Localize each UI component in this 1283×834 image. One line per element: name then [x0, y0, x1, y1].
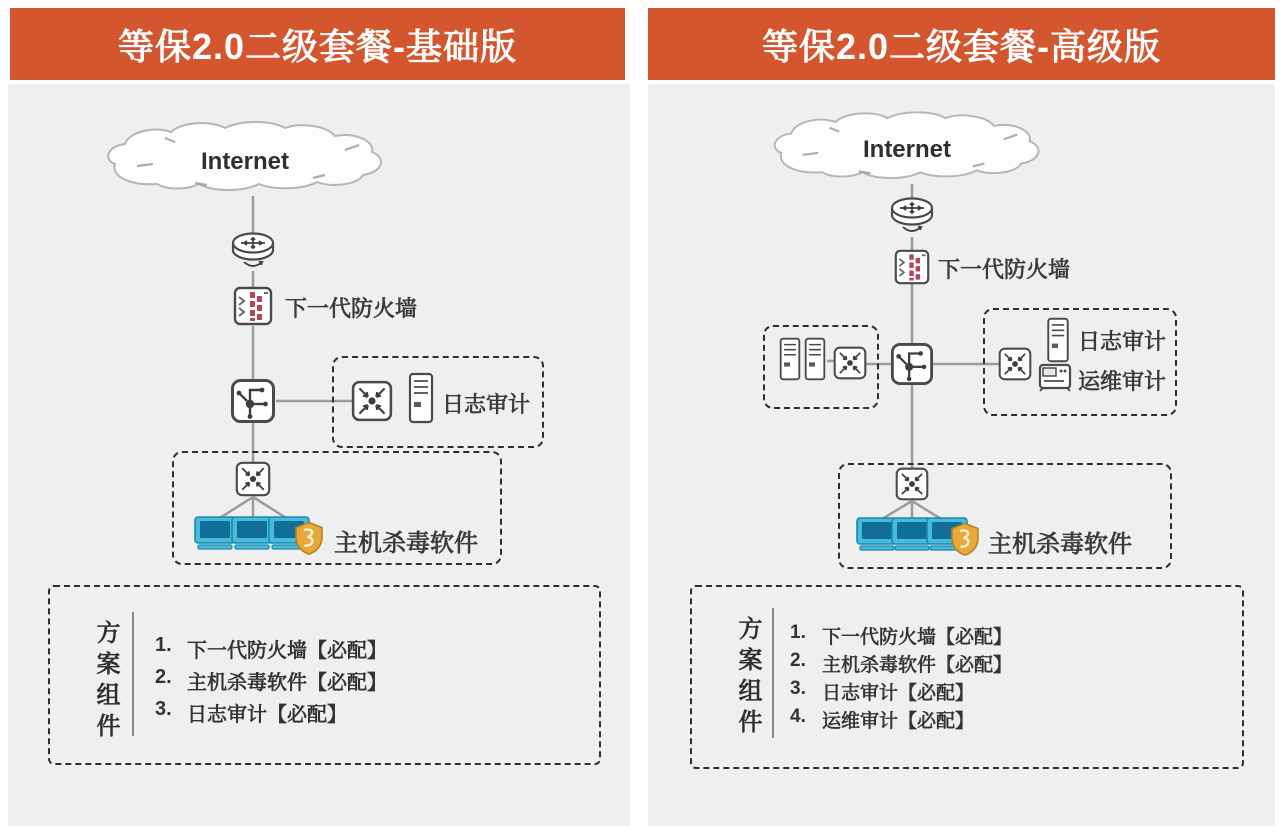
- access-switch-icon: [235, 461, 271, 497]
- left-components-divider: [132, 612, 134, 736]
- right-components-title: 方案组件: [734, 616, 761, 740]
- internet-label: Internet: [200, 148, 289, 175]
- server-icon: [1046, 317, 1070, 363]
- component-item: [155, 666, 387, 695]
- item-text: 主机杀毒软件【必配】: [187, 672, 387, 694]
- component-item: [790, 650, 1012, 677]
- left-panel-title: 等保2.0二级套餐-基础版: [117, 25, 518, 67]
- right-log-audit-label: 日志审计: [1078, 329, 1167, 354]
- left-log-audit-label: 日志审计: [442, 392, 531, 417]
- server-icon: [408, 372, 434, 424]
- antivirus-shield-icon: [950, 522, 980, 556]
- component-item: [155, 698, 347, 727]
- component-item: [155, 634, 387, 663]
- item-number: 1.: [790, 622, 806, 643]
- right-firewall-label: 下一代防火墙: [938, 257, 1071, 282]
- audit-switch-icon: [998, 347, 1032, 381]
- access-switch-icon: [895, 467, 929, 501]
- item-number: 4.: [790, 706, 806, 727]
- antivirus-shield-icon: [294, 521, 324, 555]
- audit-switch-icon: [351, 380, 393, 422]
- router-icon: [230, 230, 276, 272]
- item-text: 运维审计【必配】: [822, 711, 975, 732]
- component-item: [790, 678, 974, 705]
- router-icon: [889, 195, 935, 237]
- left-antivirus-label: 主机杀毒软件: [334, 530, 478, 557]
- item-text: 下一代防火墙【必配】: [822, 627, 1013, 648]
- component-item: [790, 706, 974, 733]
- ops-audit-device-icon: [1038, 362, 1072, 392]
- item-number: 3.: [155, 698, 172, 720]
- lan-switch-icon: [833, 346, 867, 380]
- left-panel-banner: [10, 8, 625, 80]
- item-number: 1.: [155, 634, 172, 656]
- server-icon: [804, 336, 826, 382]
- core-switch-icon: [890, 342, 934, 386]
- component-item: [790, 622, 1012, 649]
- item-text: 日志审计【必配】: [187, 704, 347, 726]
- core-switch-icon: [230, 378, 276, 424]
- item-text: 下一代防火墙【必配】: [187, 640, 387, 662]
- server-icon: [779, 336, 801, 382]
- right-panel-title: 等保2.0二级套餐-高级版: [761, 25, 1162, 67]
- item-number: 2.: [790, 650, 806, 671]
- left-firewall-label: 下一代防火墙: [285, 296, 418, 321]
- firewall-icon: [894, 249, 930, 285]
- right-panel-banner: [648, 8, 1275, 80]
- item-number: 3.: [790, 678, 806, 699]
- item-number: 2.: [155, 666, 172, 688]
- item-text: 主机杀毒软件【必配】: [822, 655, 1013, 676]
- internet-label: Internet: [862, 136, 951, 163]
- right-components-divider: [772, 608, 774, 738]
- right-ops-audit-label: 运维审计: [1078, 369, 1167, 394]
- item-text: 日志审计【必配】: [822, 683, 975, 704]
- firewall-icon: [233, 286, 273, 326]
- right-antivirus-label: 主机杀毒软件: [988, 531, 1132, 558]
- left-components-title: 方案组件: [92, 620, 119, 744]
